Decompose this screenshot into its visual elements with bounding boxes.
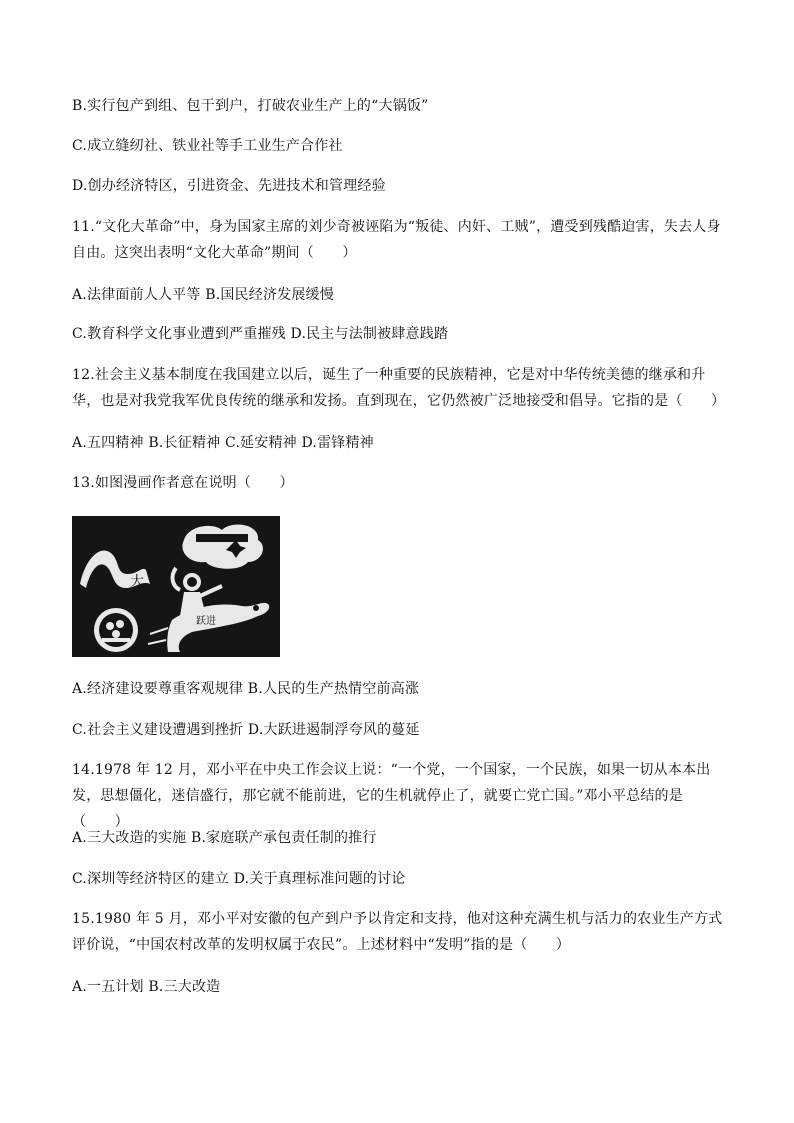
svg-text:大: 大 — [130, 574, 144, 590]
q10-option-d: D.创办经济特区，引进资金、先进技术和管理经验 — [72, 178, 386, 194]
q12-stem: 12.社会主义基本制度在我国建立以后，诞生了一种重要的民族精神，它是对中华传统美德的继承和升华，也是对我党我军优良传统的继承和发扬。直到现在，它仍然被广泛地接受和倡导。它指的是（ ） — [72, 367, 726, 409]
q13-stem: 13.如图漫画作者意在说明（ ） — [72, 475, 294, 491]
q11-stem: 11.“文化大革命”中，身为国家主席的刘少奇被诬陷为“叛徒、内奸、工贼”，遭受到残酷迫害，失去人身自由。这突出表明“文化大革命”期间（ ） — [72, 219, 721, 261]
q12-options: A.五四精神 B.长征精神 C.延安精神 D.雷锋精神 — [72, 435, 374, 451]
q11-options-ab: A.法律面前人人平等 B.国民经济发展缓慢 — [72, 287, 334, 303]
q15-stem: 15.1980 年 5 月，邓小平对安徽的包产到户予以肯定和支持，他对这种充满生机与活力的农业生产方式评价说，“中国农村改革的发明权属于农民”。上述材料中“发明”指的是（ ） — [72, 911, 723, 953]
q11-options-cd: C.教育科学文化事业遭到严重摧残 D.民主与法制被肆意践踏 — [72, 326, 449, 342]
q10-option-b: B.实行包产到组、包干到户，打破农业生产上的“大锅饭” — [72, 98, 429, 114]
q10-option-c: C.成立缝纫社、铁业社等手工业生产合作社 — [72, 138, 343, 154]
svg-text:跃进: 跃进 — [196, 616, 216, 627]
q13-options-cd: C.社会主义建设遭遇到挫折 D.大跃进遏制浮夸风的蔓延 — [72, 722, 420, 738]
satirical-cartoon-image — [72, 516, 280, 657]
q14-options-ab: A.三大改造的实施 B.家庭联产承包责任制的推行 — [72, 830, 377, 846]
q14-options-cd: C.深圳等经济特区的建立 D.关于真理标准问题的讨论 — [72, 871, 406, 887]
q13-options-ab: A.经济建设要尊重客观规律 B.人民的生产热情空前高涨 — [72, 681, 420, 697]
q14-stem: 14.1978 年 12 月，邓小平在中央工作会议上说：“一个党，一个国家，一个民族，如果一切从本本出发，思想僵化，迷信盛行，那它就不能前进，它的生机就停止了，就要亡党亡国。”邓小平总结的是（ ） — [72, 762, 711, 830]
q15-options-ab: A.一五计划 B.三大改造 — [72, 979, 221, 995]
